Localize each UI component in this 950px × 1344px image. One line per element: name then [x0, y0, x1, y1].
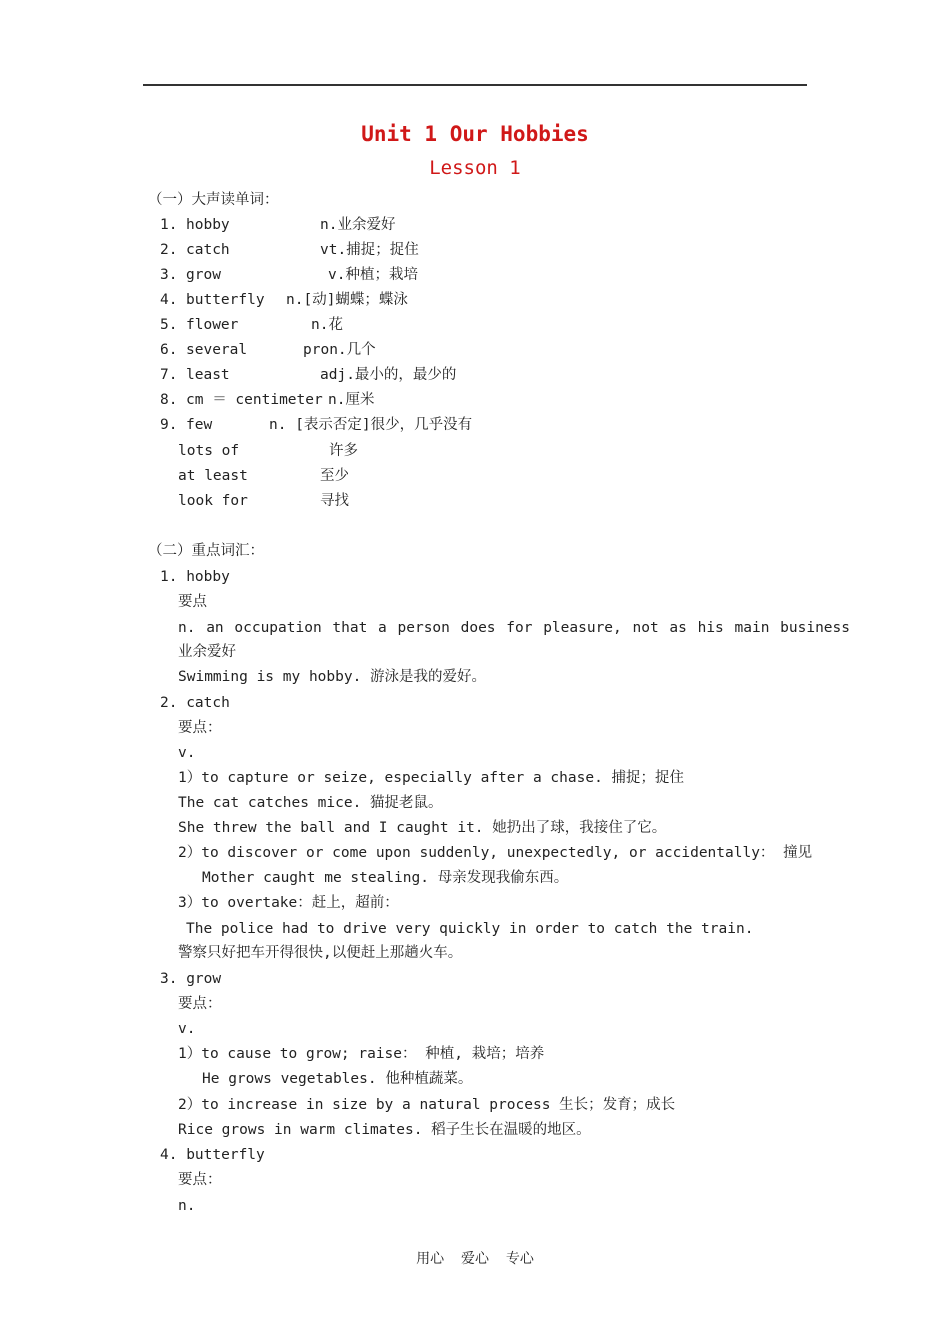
key-points-label: 要点： — [178, 1172, 222, 1188]
vocab-meaning: n.花 — [311, 317, 343, 333]
vocab-item — [0, 265, 950, 285]
part-of-speech: n. — [178, 1198, 196, 1214]
vocab-item — [0, 315, 950, 335]
vocab-item — [0, 240, 950, 260]
section2-heading: （二）重点词汇： — [148, 543, 264, 559]
section1-heading: （一）大声读单词： — [148, 192, 279, 208]
vocab-word: catch — [186, 242, 230, 258]
example-sentence: She threw the ball and I caught it. 她扔出了球，我接住了它。 — [178, 820, 667, 836]
vocab-number: 9. — [160, 417, 178, 433]
unit-title: Unit 1 Our Hobbies — [361, 122, 589, 146]
vocab-word: butterfly — [186, 292, 265, 308]
vocab-word: grow — [186, 267, 221, 283]
vocab-number: 1. — [160, 217, 178, 233]
phrase-meaning: 许多 — [329, 443, 358, 459]
definition-text: n. an occupation that a person does for pleasure, not as his main business — [178, 620, 851, 636]
vocab-number: 2. — [160, 242, 178, 258]
vocab-number: 4. — [160, 292, 178, 308]
vocab-number: 5. — [160, 317, 178, 333]
entry-heading: 4. butterfly — [160, 1147, 265, 1163]
vocab-number: 3. — [160, 267, 178, 283]
vocab-word: cm ＝ centimeter — [186, 392, 323, 408]
translation-text: 业余爱好 — [178, 644, 236, 660]
definition-text: 2）to discover or come upon suddenly, unexpectedly, or accidentally： 撞见 — [178, 845, 813, 861]
key-points-label: 要点 — [178, 594, 207, 610]
part-of-speech: v. — [178, 1021, 196, 1037]
vocab-meaning: n.厘米 — [328, 392, 375, 408]
lesson-title: Lesson 1 — [429, 157, 521, 179]
vocab-number: 6. — [160, 342, 178, 358]
phrase-text: at least — [178, 468, 248, 484]
key-points-label: 要点： — [178, 996, 222, 1012]
entry-heading: 3. grow — [160, 971, 222, 987]
phrase-item — [0, 441, 950, 461]
example-sentence: The police had to drive very quickly in order to catch the train. — [186, 921, 754, 937]
vocab-meaning: adj.最小的，最少的 — [320, 367, 457, 383]
phrase-meaning: 至少 — [320, 468, 349, 484]
vocab-meaning: n.业余爱好 — [320, 217, 396, 233]
vocab-meaning: v.种植；栽培 — [328, 267, 418, 283]
vocab-word: least — [186, 367, 230, 383]
definition-text: 3）to overtake：赶上，超前： — [178, 895, 399, 911]
entry-heading: 2. catch — [160, 695, 230, 711]
vocab-word: several — [186, 342, 248, 358]
phrase-item — [0, 466, 950, 486]
vocab-number: 7. — [160, 367, 178, 383]
key-points-label: 要点： — [178, 720, 222, 736]
example-sentence: Swimming is my hobby. 游泳是我的爱好。 — [178, 669, 487, 685]
vocab-word: flower — [186, 317, 239, 333]
vocab-meaning: n. [表示否定]很少，几乎没有 — [269, 417, 473, 433]
example-sentence: Mother caught me stealing. 母亲发现我偷东西。 — [202, 870, 569, 886]
part-of-speech: v. — [178, 745, 196, 761]
vocab-meaning: n.[动]蝴蝶；蝶泳 — [286, 292, 408, 308]
vocab-item — [0, 415, 950, 435]
vocab-word: few — [186, 417, 213, 433]
phrase-item — [0, 491, 950, 511]
vocab-meaning: vt.捕捉；捉住 — [320, 242, 419, 258]
definition-text: 2）to increase in size by a natural process 生长；发育；成长 — [178, 1097, 676, 1113]
vocab-word: hobby — [186, 217, 230, 233]
page-footer: 用心 爱心 专心 — [416, 1251, 534, 1267]
vocab-item — [0, 290, 950, 310]
phrase-text: look for — [178, 493, 248, 509]
definition-text: 1）to cause to grow; raise： 种植, 栽培；培养 — [178, 1046, 545, 1062]
entry-heading: 1. hobby — [160, 569, 230, 585]
phrase-text: lots of — [178, 443, 240, 459]
header-rule — [143, 84, 807, 86]
vocab-item — [0, 340, 950, 360]
phrase-meaning: 寻找 — [320, 493, 349, 509]
vocab-item — [0, 365, 950, 385]
vocab-number: 8. — [160, 392, 178, 408]
translation-text: 警察只好把车开得很快,以便赶上那趟火车。 — [178, 945, 463, 961]
vocab-meaning: pron.几个 — [303, 342, 376, 358]
example-sentence: Rice grows in warm climates. 稻子生长在温暖的地区。 — [178, 1122, 591, 1138]
vocab-item — [0, 215, 950, 235]
definition-text: 1）to capture or seize, especially after a chase. 捕捉；捉住 — [178, 770, 685, 786]
example-sentence: He grows vegetables. 他种植蔬菜。 — [202, 1071, 473, 1087]
example-sentence: The cat catches mice. 猫捉老鼠。 — [178, 795, 443, 811]
vocab-item — [0, 390, 950, 410]
